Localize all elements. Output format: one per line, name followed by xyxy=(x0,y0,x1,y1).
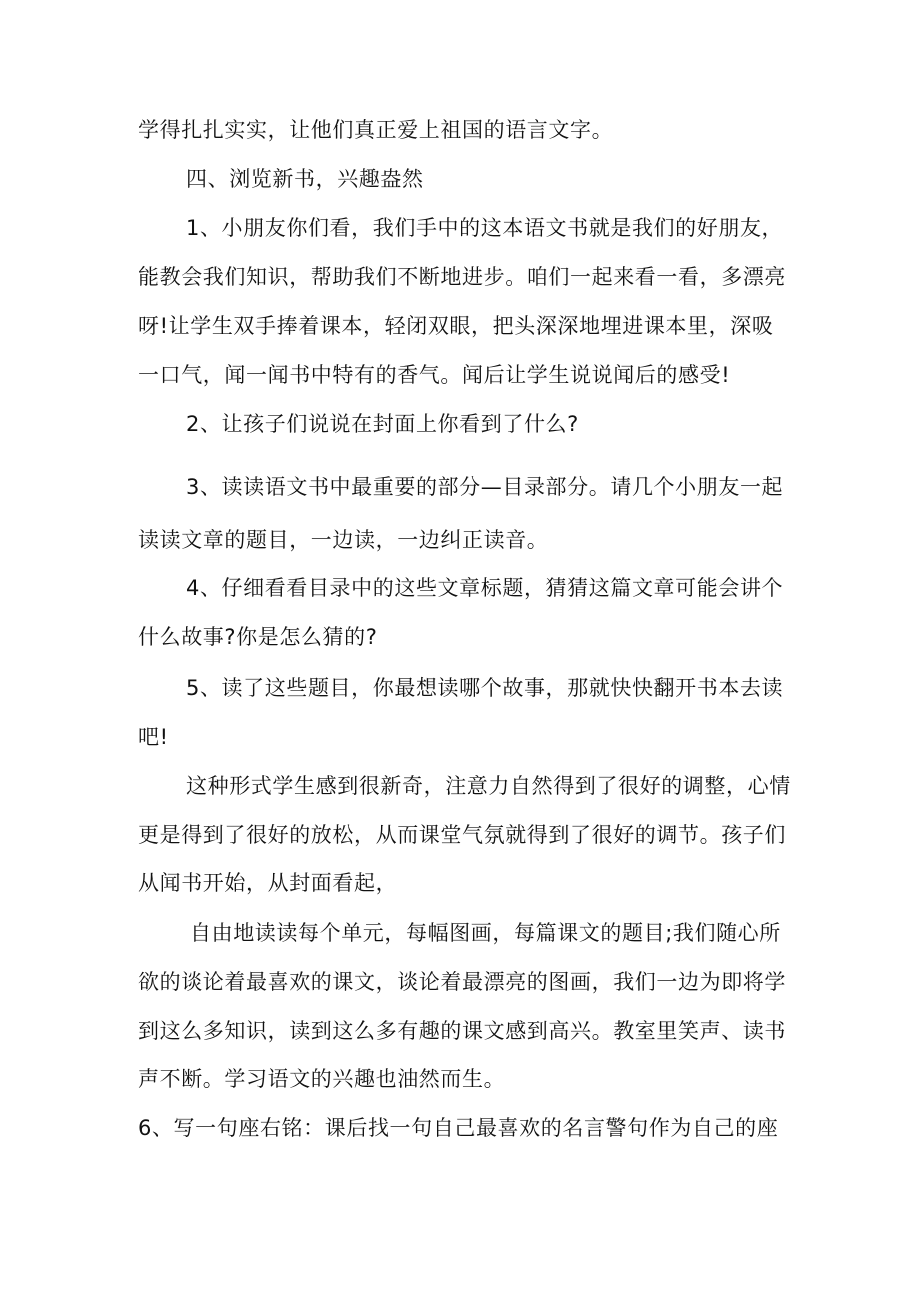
text-line: 到这么多知识，读到这么多有趣的课文感到高兴。教室里笑声、读书 xyxy=(138,1019,786,1043)
text-line: 4、仔细看看目录中的这些文章标题，猜猜这篇文章可能会讲个 xyxy=(186,576,784,600)
text-line: 欲的谈论着最喜欢的课文，谈论着最漂亮的图画，我们一边为即将学 xyxy=(138,970,786,994)
text-line: 自由地读读每个单元，每幅图画，每篇课文的题目;我们随心所 xyxy=(190,921,781,945)
text-line: 什么故事?你是怎么猜的? xyxy=(138,625,378,649)
text-line: 吧! xyxy=(138,725,169,749)
text-line: 1、小朋友你们看，我们手中的这本语文书就是我们的好朋友， xyxy=(186,216,784,240)
text-line: 从闻书开始，从封面看起， xyxy=(138,871,398,895)
text-line: 声不断。学习语文的兴趣也油然而生。 xyxy=(138,1067,506,1091)
text-line: 学得扎扎实实，让他们真正爱上祖国的语言文字。 xyxy=(138,118,614,142)
text-line: 更是得到了很好的放松，从而课堂气氛就得到了很好的调节。孩子们 xyxy=(138,823,786,847)
text-line: 5、读了这些题目，你最想读哪个故事，那就快快翻开书本去读 xyxy=(186,676,784,700)
text-line: 6、写一句座右铭：课后找一句自己最喜欢的名言警句作为自己的座 xyxy=(138,1116,779,1140)
text-line: 这种形式学生感到很新奇，注意力自然得到了很好的调整，心情 xyxy=(186,774,791,798)
section-heading: 四、浏览新书，兴趣盎然 xyxy=(186,167,424,191)
text-line: 一口气，闻一闻书中特有的香气。闻后让学生说说闻后的感受! xyxy=(138,363,731,387)
text-line: 呀!让学生双手捧着课本，轻闭双眼，把头深深地埋进课本里，深吸 xyxy=(138,314,774,338)
text-line: 3、读读语文书中最重要的部分—目录部分。请几个小朋友一起 xyxy=(186,475,784,499)
text-line: 能教会我们知识，帮助我们不断地进步。咱们一起来看一看，多漂亮 xyxy=(138,265,786,289)
text-line: 2、让孩子们说说在封面上你看到了什么? xyxy=(186,412,579,436)
text-line: 读读文章的题目，一边读，一边纠正读音。 xyxy=(138,528,549,552)
